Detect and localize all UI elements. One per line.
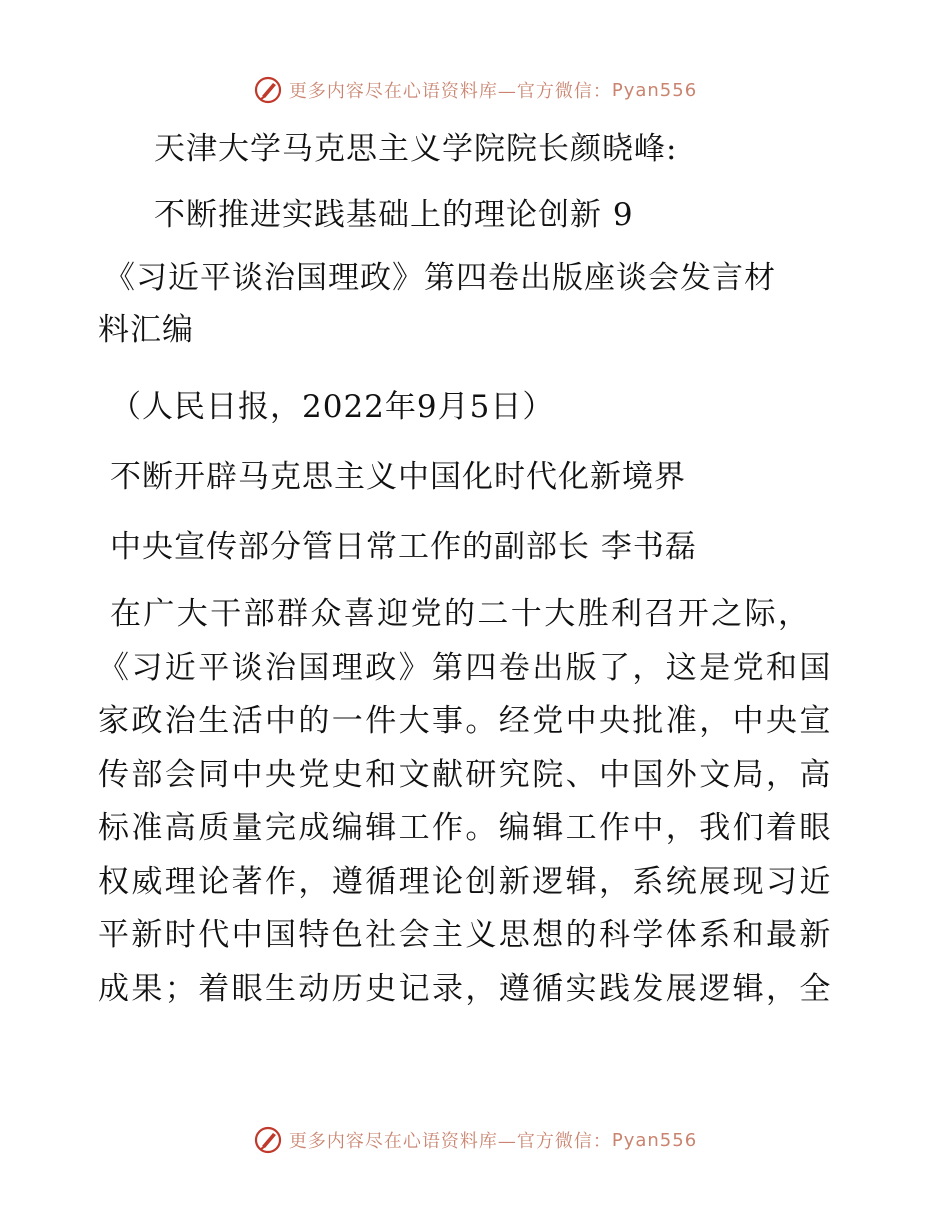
paragraph-line: 权威理论著作，遵循理论创新逻辑，系统展现习近: [98, 863, 833, 900]
doc-author-line: 中央宣传部分管日常工作的副部长 李书磊: [110, 529, 697, 565]
watermark-text: 更多内容尽在心语资料库—官方微信：: [288, 1131, 612, 1152]
doc-line-article-title: 不断推进实践基础上的理论创新 9: [154, 197, 634, 233]
paragraph-line: 《习近平谈治国理政》第四卷出版了，这是党和国: [98, 649, 833, 686]
doc-line-title-author: 天津大学马克思主义学院院长颜晓峰:: [154, 131, 678, 167]
doc-heading: 不断开辟马克思主义中国化时代化新境界: [110, 459, 686, 495]
watermark-footer: [0, 1120, 950, 1160]
doc-line-compilation-title-cont: 料汇编: [98, 312, 194, 348]
watermark-wechat-id: Pyan556: [611, 1129, 698, 1151]
paragraph-line: 家政治生活中的一件大事。经党中央批准，中央宣: [98, 703, 833, 739]
paragraph-line: 在广大干部群众喜迎党的二十大胜利召开之际，: [110, 596, 812, 632]
paragraph-line: 成果；着眼生动历史记录，遵循实践发展逻辑，全: [98, 970, 833, 1007]
watermark-wechat-id: Pyan556: [611, 79, 698, 101]
document-body: [98, 120, 858, 1016]
watermark-text: 更多内容尽在心语资料库—官方微信：: [288, 81, 612, 102]
paragraph-line: 传部会同中央党史和文献研究院、中国外文局，高: [98, 756, 833, 793]
brand-logo-icon: [253, 75, 283, 105]
doc-paragraph: [98, 588, 846, 1016]
doc-line-compilation-title: 《习近平谈治国理政》第四卷出版座谈会发言材: [104, 260, 776, 296]
watermark-header: [0, 70, 950, 110]
paragraph-line: 标准高质量完成编辑工作。编辑工作中，我们着眼: [98, 810, 833, 846]
brand-logo-icon: [253, 1125, 283, 1155]
paragraph-line: 平新时代中国特色社会主义思想的科学体系和最新: [98, 917, 833, 953]
doc-line-source-date: （人民日报，2022年9月5日）: [110, 389, 555, 425]
